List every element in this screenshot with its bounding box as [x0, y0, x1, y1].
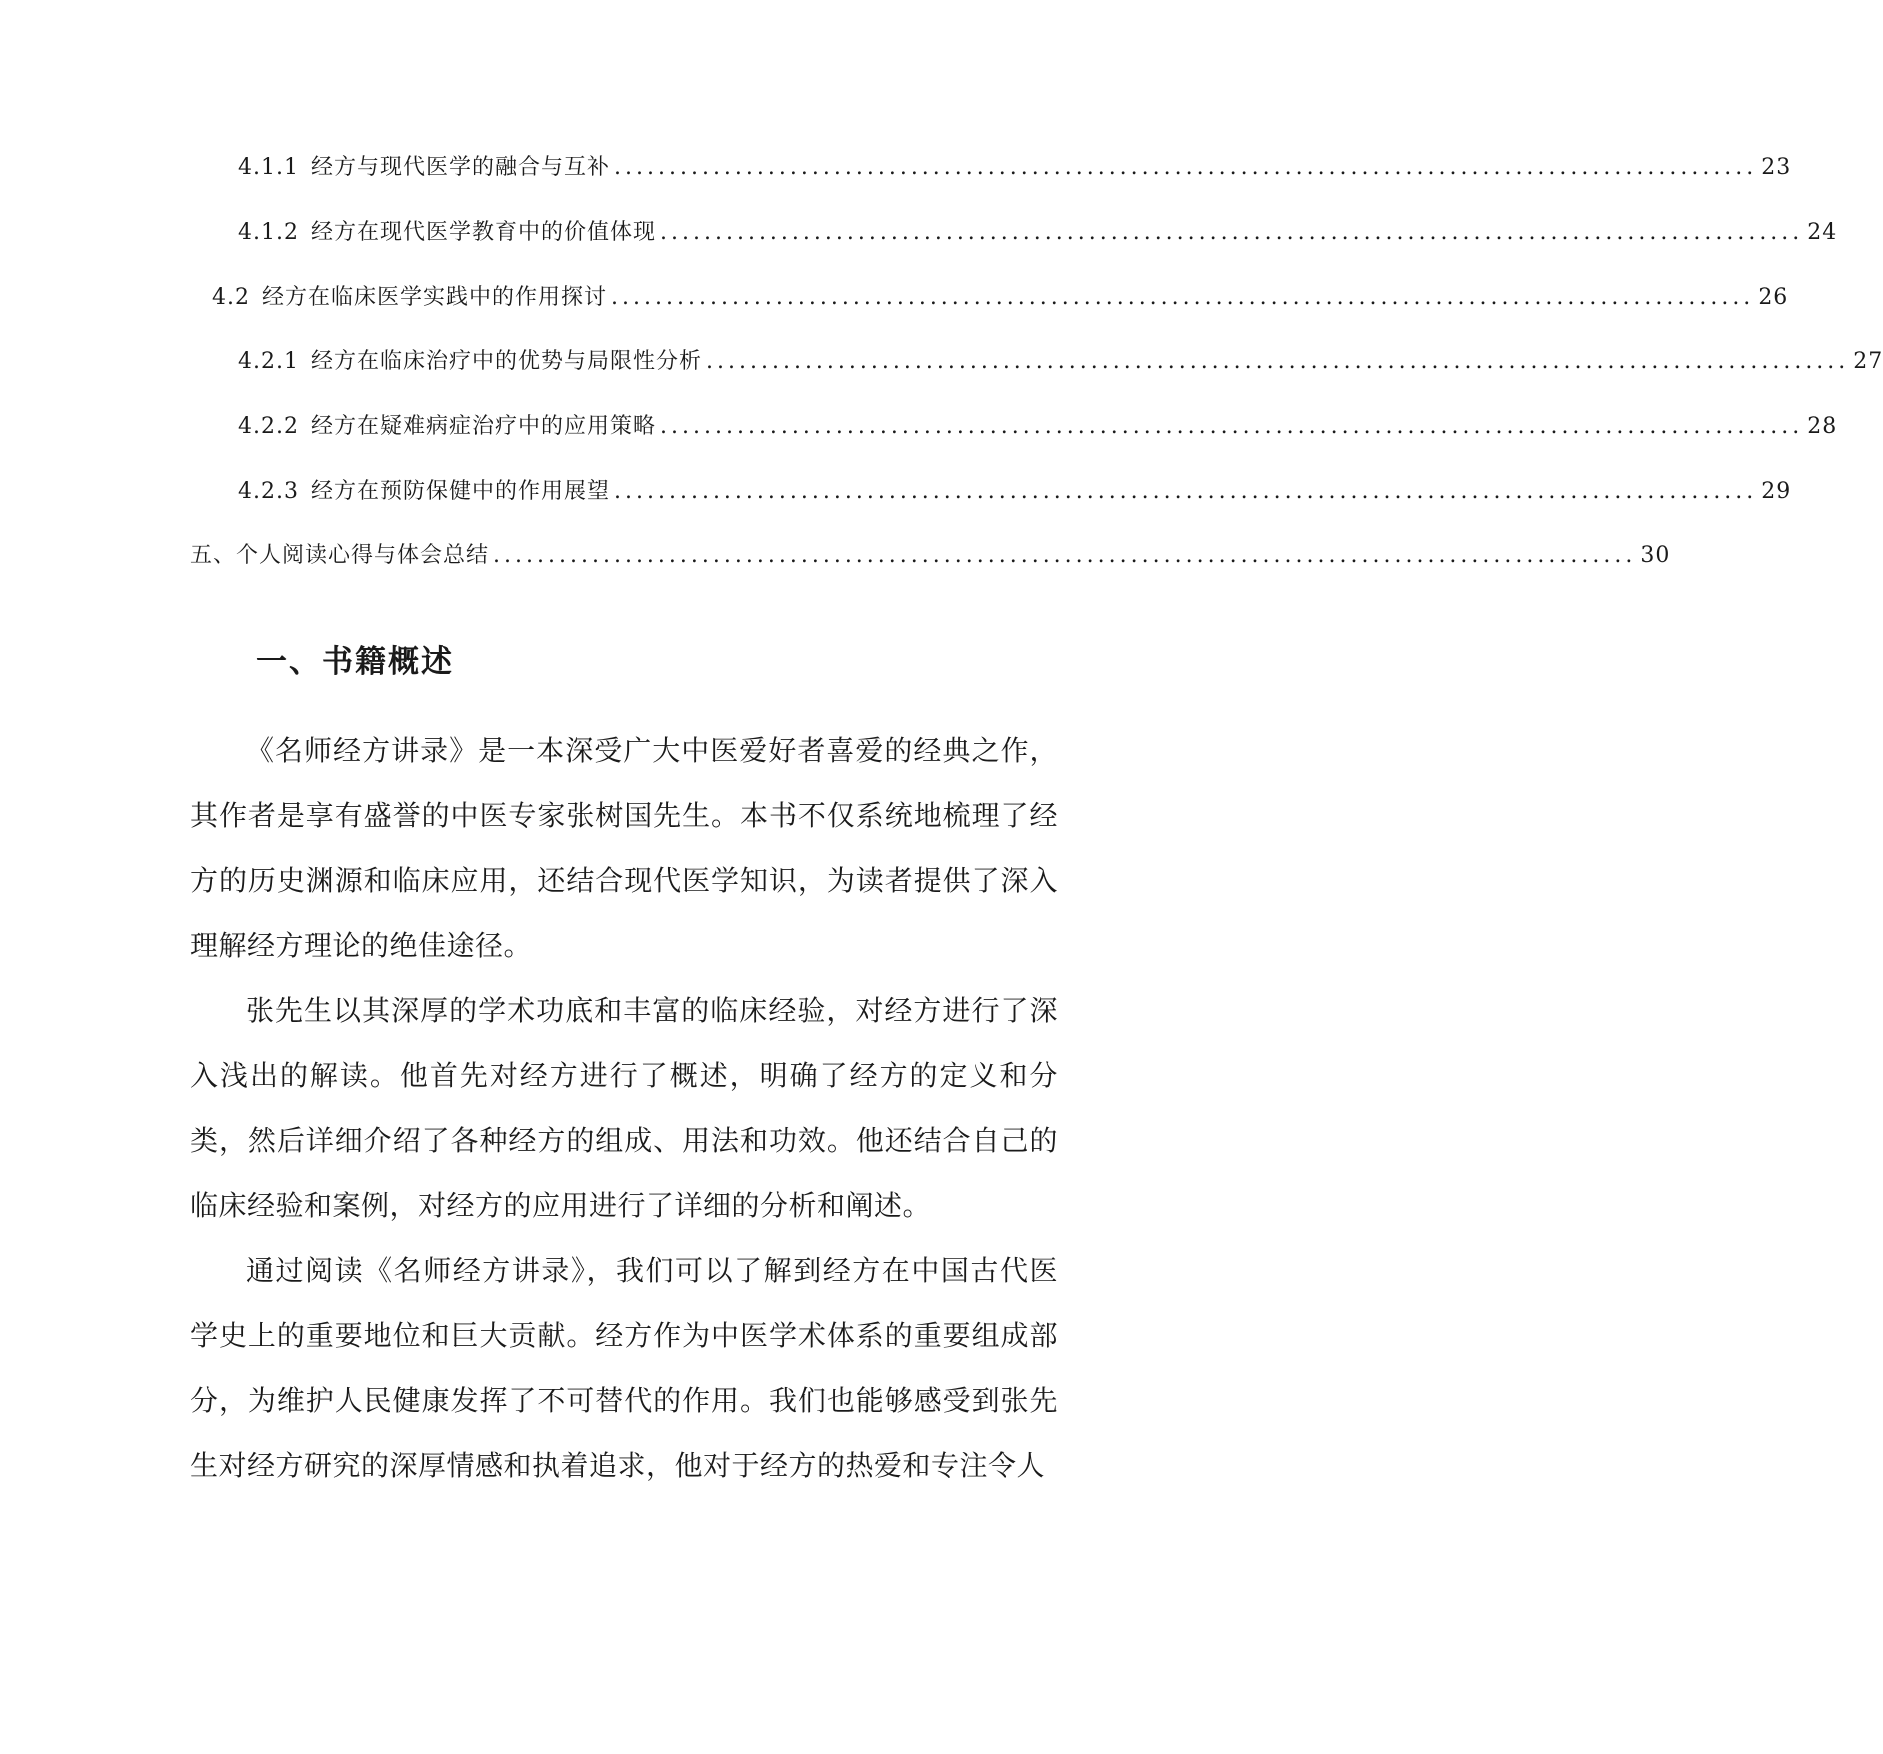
toc-leader-dots: ........................................................................................................ [614, 479, 1758, 504]
toc-entry[interactable] [212, 280, 1789, 320]
toc-entry-number: 4.1.1 [238, 155, 299, 180]
toc-entry-page: 28 [1807, 414, 1838, 439]
body-paragraph: 通过阅读《名师经方讲录》，我们可以了解到经方在中国古代医学史上的重要地位和巨大贡献。经方作为中医学术体系的重要组成部分，为维护人民健康发挥了不可替代的作用。我们也能够感受到张先生对经方研究的深厚情感和执着追求，他对于经方的热爱和专注令人 [190, 1254, 1058, 1482]
toc-entry-page: 27 [1853, 349, 1883, 374]
toc-entry[interactable] [238, 150, 1792, 190]
toc-leader-dots: ........................................................................................................ [493, 543, 1637, 568]
toc-entry-title: 经方在疑难病症治疗中的应用策略 [310, 414, 656, 439]
toc-entry[interactable] [238, 409, 1838, 449]
toc-entry[interactable] [238, 474, 1792, 514]
toc-entry-title: 经方在临床治疗中的优势与局限性分析 [310, 349, 702, 374]
toc-entry-page: 24 [1807, 220, 1838, 245]
toc-entry-title: 经方在临床医学实践中的作用探讨 [262, 285, 608, 310]
toc-entry-page: 23 [1761, 155, 1792, 180]
toc-entry-title: 经方与现代医学的融合与互补 [310, 155, 610, 180]
toc-entry-number: 4.2 [212, 285, 250, 310]
toc-leader-dots: ........................................................................................................ [611, 285, 1755, 310]
toc-entry-title: 经方在现代医学教育中的价值体现 [310, 220, 656, 245]
toc-leader-dots: ........................................................................................................ [660, 220, 1804, 245]
toc-entry-page: 29 [1761, 479, 1792, 504]
body-paragraph: 张先生以其深厚的学术功底和丰富的临床经验，对经方进行了深入浅出的解读。他首先对经方进行了概述，明确了经方的定义和分类，然后详细介绍了各种经方的组成、用法和功效。他还结合自己的临床经验和案例，对经方的应用进行了详细的分析和阐述。 [190, 994, 1058, 1222]
toc-entry-title: 经方在预防保健中的作用展望 [310, 479, 610, 504]
toc-entry-number: 4.2.2 [238, 414, 299, 439]
toc-entry[interactable] [190, 538, 1671, 578]
toc-leader-dots: ........................................................................................................ [660, 414, 1804, 439]
toc-entry-number: 4.2.1 [238, 349, 299, 374]
toc-leader-dots: ........................................................................................................ [706, 349, 1850, 374]
toc-leader-dots: ........................................................................................................ [614, 155, 1758, 180]
section-heading: 一、书籍概述 [256, 644, 454, 680]
body-paragraph: 《名师经方讲录》是一本深受广大中医爱好者喜爱的经典之作，其作者是享有盛誉的中医专家张树国先生。本书不仅系统地梳理了经方的历史渊源和临床应用，还结合现代医学知识，为读者提供了深入理解经方理论的绝佳途径。 [190, 734, 1058, 962]
toc-entry[interactable] [238, 215, 1838, 255]
toc-entry-number: 4.1.2 [238, 220, 299, 245]
toc-entry-page: 30 [1640, 543, 1671, 568]
toc-entry-title: 个人阅读心得与体会总结 [236, 543, 490, 568]
toc-entry[interactable] [238, 344, 1883, 384]
toc-entry-number: 4.2.3 [238, 479, 299, 504]
toc-entry-number: 五、 [190, 543, 237, 568]
toc-entry-page: 26 [1758, 285, 1789, 310]
section-body [190, 718, 1058, 1498]
